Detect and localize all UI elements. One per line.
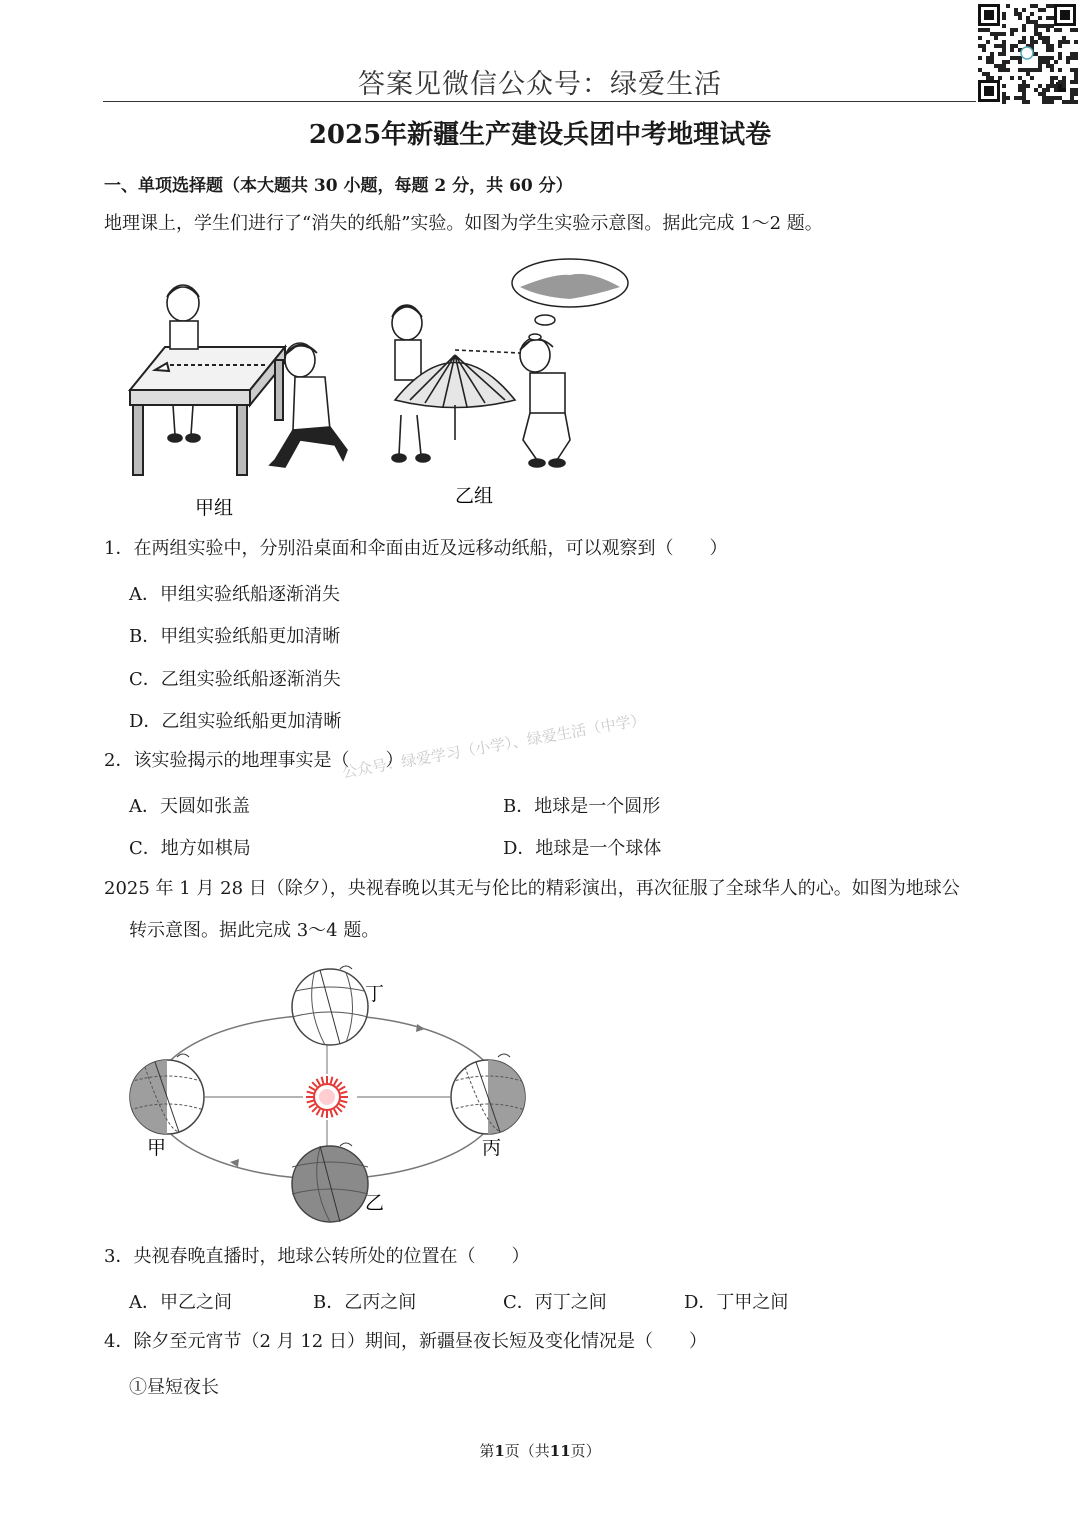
question-2-option-c[interactable]: C．地方如棋局 [129, 838, 251, 859]
question-1-option-d[interactable]: D．乙组实验纸船更加清晰 [129, 711, 342, 732]
footer-total-pages: 11 [549, 1442, 571, 1460]
question-3-option-a[interactable]: A．甲乙之间 [129, 1292, 232, 1313]
earth-jia [130, 1060, 204, 1134]
question-1-option-b[interactable]: B．甲组实验纸船更加清晰 [129, 626, 341, 647]
position-bing-label: 丙 [482, 1137, 502, 1159]
thought-bubble [512, 259, 628, 340]
group-b-label: 乙组 [455, 485, 494, 507]
question-4-item-1[interactable]: ①昼短夜长 [129, 1377, 219, 1398]
question-1-option-c[interactable]: C．乙组实验纸船逐渐消失 [129, 669, 341, 690]
question-2-option-a[interactable]: A．天圆如张盖 [129, 796, 250, 817]
question-3-option-d[interactable]: D．丁甲之间 [684, 1292, 789, 1313]
position-ding-label: 丁 [365, 983, 385, 1005]
footer-suffix: 页） [570, 1442, 601, 1460]
position-yi-label: 乙 [365, 1192, 385, 1214]
earth-ding [292, 969, 368, 1045]
qr-code-icon [976, 2, 1078, 104]
footer-page-number: 1 [494, 1442, 505, 1460]
footer-prefix: 第 [479, 1442, 495, 1460]
question-3-option-c[interactable]: C．丙丁之间 [503, 1292, 607, 1313]
table-illustration [130, 347, 285, 475]
experiment-figure [125, 255, 635, 520]
section-heading: 一、单项选择题（本大题共 30 小题，每题 2 分，共 60 分） [104, 176, 573, 196]
header-text: 答案见微信公众号：绿爱生活 [358, 69, 722, 100]
header-divider [103, 101, 978, 102]
group-a-label: 甲组 [195, 497, 234, 519]
question-3-stem: 3．央视春晚直播时，地球公转所处的位置在（ ） [104, 1246, 530, 1267]
watermark-text: 公众号：绿爱学习（小学）、绿爱生活（中学） [340, 710, 647, 782]
earth-yi [292, 1146, 368, 1222]
question-4-stem: 4．除夕至元宵节（2 月 12 日）期间，新疆昼夜长短及变化情况是（ ） [104, 1331, 707, 1352]
intro-paragraph-2-line-2: 转示意图。据此完成 3～4 题。 [129, 920, 380, 941]
earth-revolution-diagram [125, 962, 530, 1227]
page-footer [0, 1440, 1080, 1461]
question-2-option-d[interactable]: D．地球是一个球体 [503, 838, 662, 859]
question-1-option-a[interactable]: A．甲组实验纸船逐渐消失 [129, 584, 340, 605]
page-title: 2025年新疆生产建设兵团中考地理试卷 [308, 120, 772, 150]
position-jia-label: 甲 [147, 1137, 167, 1159]
sun-icon [306, 1076, 348, 1118]
question-1-stem: 1．在两组实验中，分别沿桌面和伞面由近及远移动纸船，可以观察到（ ） [104, 538, 728, 559]
question-2-option-b[interactable]: B．地球是一个圆形 [503, 796, 661, 817]
footer-middle: 页（共 [504, 1442, 550, 1460]
question-3-option-b[interactable]: B．乙丙之间 [313, 1292, 417, 1313]
intro-paragraph-2-line-1: 2025 年 1 月 28 日（除夕），央视春晚以其无与伦比的精彩演出，再次征服了全球华人的心。如图为地球公 [104, 878, 960, 899]
earth-bing [451, 1060, 525, 1134]
intro-paragraph-1: 地理课上，学生们进行了“消失的纸船”实验。如图为学生实验示意图。据此完成 1～2 题。 [104, 213, 823, 234]
question-2-stem: 2．该实验揭示的地理事实是（ ） [104, 750, 404, 771]
